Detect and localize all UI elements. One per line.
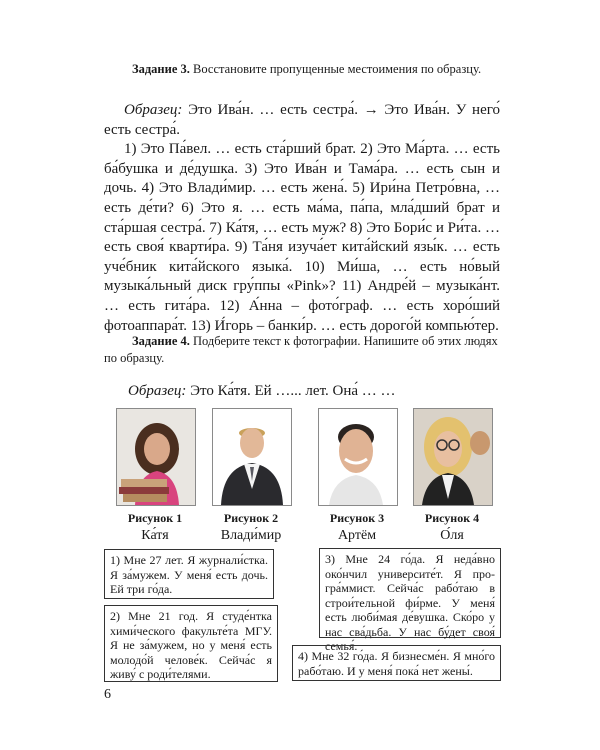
task4-instruction: Подберите текст к фотографии. Напишите об этих людях по образцу. [104, 334, 498, 365]
task3-body [104, 101, 500, 336]
page-number: 6 [104, 687, 111, 702]
task3-example-label: Образец: [124, 102, 183, 118]
text-box-3: 3) Мне 24 го́да. Я неда́вно око́нчил университе́т. Я про-гра́ммист. Сейча́с рабо́таю в строи́тельной фи́рме. У меня́ есть люби́мая де́вушка. Ско́ро у нас сва́дьба. У нас бу́дет своя́ семья́. [319, 548, 501, 638]
figure-3-caption [302, 511, 412, 543]
task4-label: Задание 4. [132, 334, 190, 348]
figure-4-caption [397, 511, 507, 543]
figure-1-label: Рисунок 1 [127, 511, 183, 525]
task3-example-text: Это Ива́н. … есть сестра́. → Это Ива́н. У него́ есть сестра́. [104, 102, 501, 138]
figure-2-name: Влади́мир [220, 528, 282, 543]
text-box-1: 1) Мне 27 лет. Я журнали́стка. Я за́мужем. У меня́ есть дочь. Ей три го́да. [104, 549, 274, 599]
figure-3-name: Артём [337, 528, 377, 543]
task3-example [104, 101, 500, 140]
photo-vladimir [212, 408, 292, 506]
task3-heading [132, 61, 512, 78]
task4-example-text: Это Ка́тя. Ей …... лет. Она́ … … [190, 383, 396, 399]
task4-heading [104, 333, 500, 367]
figure-4-label: Рисунок 4 [424, 511, 480, 525]
text-box-2: 2) Мне 21 год. Я студе́нтка хими́ческого факульте́та МГУ. Я не за́мужем, но у меня́ есть молодо́й челове́к. Сейча́с я живу́ с роди́телями. [104, 605, 278, 682]
figure-4-name: О́ля [440, 528, 464, 543]
photo-katya [116, 408, 196, 506]
figure-1-caption [100, 511, 210, 543]
task4-example [128, 382, 508, 402]
task4-example-label: Образец: [128, 383, 187, 399]
task3-instruction: Восстановите пропущенные местоимения по образцу. [193, 62, 482, 76]
task3-label: Задание 3. [132, 62, 190, 76]
text-box-4: 4) Мне 32 го́да. Я бизнесме́н. Я мно́го рабо́таю. И у меня́ пока́ нет жены́. [292, 645, 501, 681]
task3-exercise: 1) Это Па́вел. … есть ста́рший брат. 2) Это Ма́рта. … есть ба́бушка и де́душка. 3) Это Ива́н и Тама́ра. … есть сын и дочь. 4) Это Влади́мир. … есть жена́. 5) Ири́на Петро́вна, … есть де́ти? 6) Это я. … есть ма́ма, па́па, мла́дший брат и ста́ршая сестра́. 7) Ка́тя, … есть муж? 8) Это Бори́с и Ри́та. … есть своя́ кварти́ра. 9) Та́ня изуча́ет кита́йский язы́к. … есть уче́бник кита́йского языка́. 10) Ми́ша, … есть но́вый музыка́льный диск гру́ппы «Pink»? 11) Андре́й – музыка́нт. … есть гита́ра. 12) А́нна – фото́граф. … есть хоро́ший фотоаппара́т. 13) И́горь – банки́р. … есть дорого́й компью́тер. [104, 141, 500, 334]
photo-artyom [318, 408, 398, 506]
photo-olya [413, 408, 493, 506]
figure-1-name: Ка́тя [141, 528, 169, 543]
figure-3-label: Рисунок 3 [329, 511, 385, 525]
figure-2-label: Рисунок 2 [223, 511, 279, 525]
figure-2-caption [196, 511, 306, 543]
